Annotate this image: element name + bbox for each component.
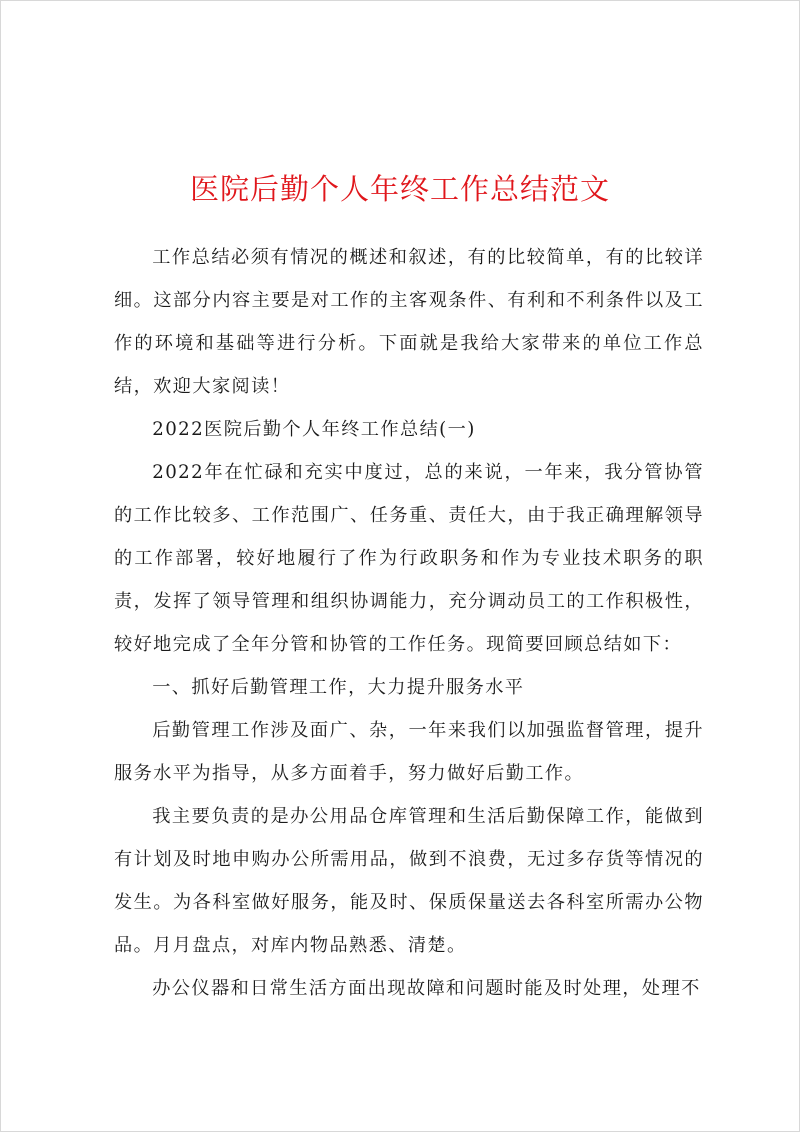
paragraph-intro: 工作总结必须有情况的概述和叙述，有的比较简单，有的比较详细。这部分内容主要是对工作的主客观条件、有利和不利条件以及工作的环境和基础等进行分析。下面就是我给大家带来的单位工作总结，欢迎大家阅读！	[114, 247, 704, 397]
paragraph-equipment: 办公仪器和日常生活方面出现故障和问题时能及时处理，处理不	[152, 978, 701, 999]
paragraph-logistics: 后勤管理工作涉及面广、杂，一年来我们以加强监督管理，提升服务水平为指导，从多方面着手，努力做好后勤工作。	[114, 720, 704, 784]
paragraph-section-heading: 2022医院后勤个人年终工作总结(一)	[152, 419, 476, 440]
paragraph-heading-one: 一、抓好后勤管理工作，大力提升服务水平	[152, 677, 525, 698]
paragraph-supplies: 我主要负责的是办公用品仓库管理和生活后勤保障工作，能做到有计划及时地申购办公所需用品，做到不浪费，无过多存货等情况的发生。为各科室做好服务，能及时、保质保量送去各科室所需办公物品。月月盘点，对库内物品熟悉、清楚。	[114, 806, 704, 956]
document-title: 医院后勤个人年终工作总结范文	[189, 172, 610, 206]
paragraph-overview: 2022年在忙碌和充实中度过，总的来说，一年来，我分管协管的工作比较多、工作范围广、任务重、责任大，由于我正确理解领导的工作部署，较好地履行了作为行政职务和作为专业技术职务的职责，发挥了领导管理和组织协调能力，充分调动员工的工作积极性，较好地完成了全年分管和协管的工作任务。现简要回顾总结如下：	[114, 462, 704, 655]
document-body	[114, 236, 704, 1010]
